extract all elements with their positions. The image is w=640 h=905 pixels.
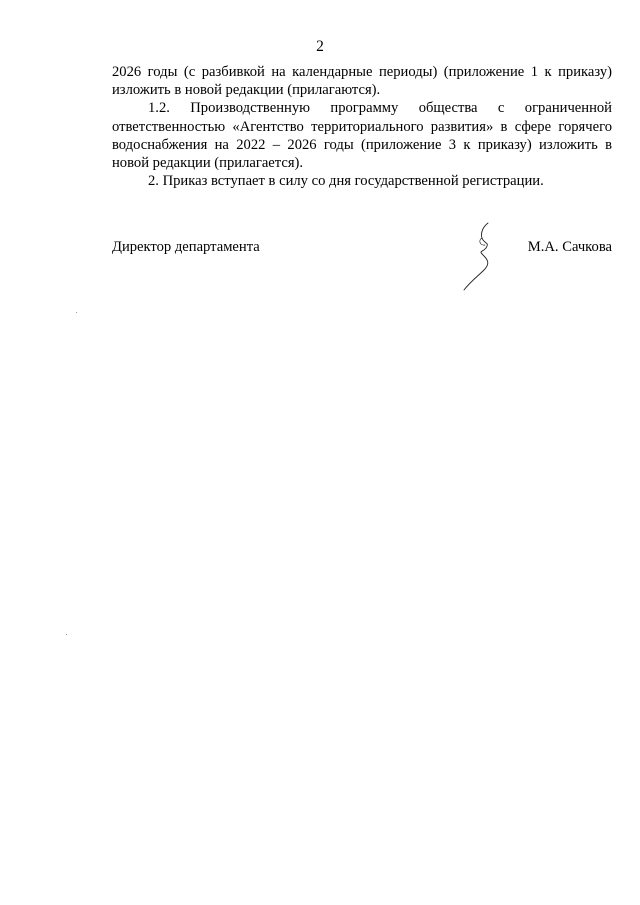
signature-block	[112, 238, 612, 298]
handwritten-signature	[458, 220, 508, 292]
paragraph-item-1-2: 1.2. Производственную программу общества с ограниченной ответственностью «Агентство территориального развития» в сфере горячего водоснабжения на 2022 – 2026 годы (приложение 3 к приказу) изложить в новой редакции (прилагается).	[112, 100, 612, 172]
signatory-name: М.А. Сачкова	[527, 239, 612, 255]
page-number: 2	[316, 38, 324, 55]
signatory-title: Директор департамента	[112, 239, 260, 255]
scan-speck	[76, 312, 77, 313]
scan-speck	[66, 634, 67, 635]
document-body	[112, 63, 612, 190]
paragraph-item-2: 2. Приказ вступает в силу со дня государственной регистрации.	[148, 173, 544, 190]
paragraph-continuation: 2026 годы (с разбивкой на календарные периоды) (приложение 1 к приказу) изложить в новой редакции (прилагаются).	[112, 64, 612, 99]
